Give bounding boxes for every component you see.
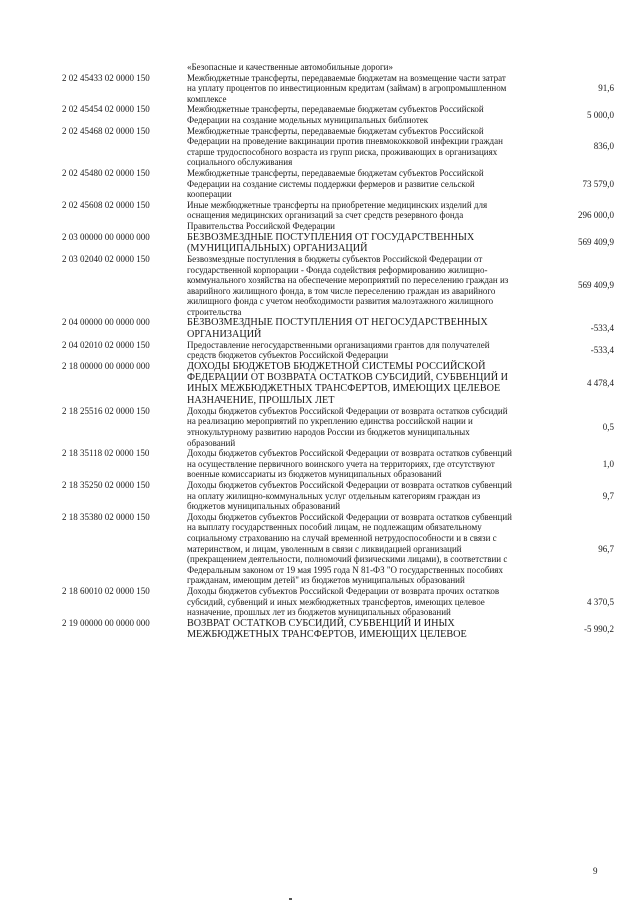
table-row	[62, 448, 614, 480]
row-amount: -533,4	[590, 345, 614, 356]
row-name: ВОЗВРАТ ОСТАТКОВ СУБСИДИЙ, СУБВЕНЦИЙ И ИНЫХ МЕЖБЮДЖЕТНЫХ ТРАНСФЕРТОВ, ИМЕЮЩИХ ЦЕЛЕВОЕ	[187, 617, 467, 640]
row-name: Доходы бюджетов субъектов Российской Федерации от возврата остатков субвенций на оплату жилищно-коммунальных услуг отдельным категориям граждан из бюджетов муниципальных образований	[187, 480, 512, 512]
row-name: Доходы бюджетов субъектов Российской Федерации от возврата остатков субсидий на реализацию мероприятий по укреплению единства российской нации и этнокультурному развитию народов России из бюджетов муниципальных образований	[187, 405, 508, 448]
row-name: Межбюджетные трансферты, передаваемые бюджетам субъектов Российской Федерации на создание системы поддержки фермеров и развитие сельской кооперации	[187, 167, 484, 200]
row-code: 2 19 00000 00 0000 000	[62, 617, 150, 628]
table-row	[62, 406, 614, 448]
row-name: Доходы бюджетов субъектов Российской Федерации от возврата остатков субвенций на выплату государственных пособий лицам, не подлежащим обязательному социальному страхованию на случай временной нетрудоспособности и в связи с материнством, и лицам, уволенным в связи с ликвидацией организаций (прекращением деятельности, полномочий физическими лицами), в соответствии с Федеральным законом от 19 мая 1995 года N 81-ФЗ "О государственных пособиях гражданам, имеющим детей" из бюджетов муниципальных образований	[187, 511, 512, 586]
row-code: 2 18 35380 02 0000 150	[62, 511, 150, 522]
scan-artifact	[289, 898, 292, 900]
row-amount: 4 370,5	[587, 596, 614, 607]
row-code: 2 02 45468 02 0000 150	[62, 125, 150, 136]
table-row	[62, 254, 614, 318]
row-amount: 96,7	[598, 543, 614, 554]
table-row	[62, 168, 614, 200]
row-code: 2 02 45454 02 0000 150	[62, 104, 150, 115]
row-name: Предоставление негосударственными организациями грантов для получателей средств бюджетов субъектов Российской Федерации	[187, 339, 490, 361]
table-row	[62, 340, 614, 361]
table-row	[62, 126, 614, 168]
revenue-table	[62, 62, 614, 640]
row-code: 2 02 45433 02 0000 150	[62, 72, 150, 83]
row-code	[62, 62, 187, 73]
table-row	[62, 480, 614, 512]
row-amount: 569 409,9	[578, 237, 614, 248]
row-code: 2 18 35250 02 0000 150	[62, 480, 150, 491]
table-row	[62, 512, 614, 586]
row-amount: 73 579,0	[582, 178, 614, 189]
table-row	[62, 317, 614, 339]
row-code: 2 03 00000 00 0000 000	[62, 231, 150, 242]
table-row	[62, 618, 614, 640]
row-name: ДОХОДЫ БЮДЖЕТОВ БЮДЖЕТНОЙ СИСТЕМЫ РОССИЙСКОЙ ФЕДЕРАЦИИ ОТ ВОЗВРАТА ОСТАТКОВ СУБСИДИЙ, СУБВЕНЦИЙ И ИНЫХ МЕЖБЮДЖЕТНЫХ ТРАНСФЕРТОВ, ИМЕЮЩИХ ЦЕЛЕВОЕ НАЗНАЧЕНИЕ, ПРОШЛЫХ ЛЕТ	[187, 361, 508, 406]
row-code: 2 04 02010 02 0000 150	[62, 339, 150, 350]
table-row	[62, 586, 614, 618]
table-row	[62, 200, 614, 232]
row-amount: -533,4	[590, 323, 614, 334]
row-name: Межбюджетные трансферты, передаваемые бюджетам субъектов Российской Федерации на проведение вакцинации против пневмококковой инфекции граждан старше трудоспособного возраста из групп риска, проживающих в организациях социального обслуживания	[187, 125, 503, 168]
row-amount: 836,0	[593, 141, 614, 152]
row-amount: 1,0	[602, 458, 614, 469]
row-amount: -5 990,2	[584, 623, 614, 634]
row-code: 2 04 00000 00 0000 000	[62, 317, 150, 328]
row-code: 2 18 35118 02 0000 150	[62, 448, 150, 459]
row-code: 2 18 00000 00 0000 000	[62, 361, 150, 372]
row-code: 2 18 60010 02 0000 150	[62, 585, 150, 596]
row-amount: 9,7	[602, 490, 614, 501]
row-name: Межбюджетные трансферты, передаваемые бюджетам на возмещение части затрат на уплату процентов по инвестиционным кредитам (займам) в агропромышленном комплексе	[187, 72, 507, 104]
row-amount: 0,5	[602, 421, 614, 432]
row-code: 2 02 45480 02 0000 150	[62, 167, 150, 178]
row-amount: 4 478,4	[587, 378, 614, 389]
row-amount: 5 000,0	[587, 109, 614, 120]
row-name: Иные межбюджетные трансферты на приобретение медицинских изделий для оснащения медицинских организаций за счет средств резервного фонда Правительства Российской Федерации	[187, 199, 488, 231]
row-amount: 296 000,0	[578, 210, 614, 221]
row-code: 2 03 02040 02 0000 150	[62, 253, 150, 264]
table-row	[62, 104, 614, 125]
row-code: 2 02 45608 02 0000 150	[62, 199, 150, 210]
row-code: 2 18 25516 02 0000 150	[62, 405, 150, 416]
page-number: 9	[593, 866, 598, 876]
table-row	[62, 232, 614, 254]
row-amount	[514, 62, 614, 73]
row-name: Доходы бюджетов субъектов Российской Федерации от возврата прочих остатков субсидий, субвенций и иных межбюджетных трансфертов, имеющих целевое назначение, прошлых лет из бюджетов муниципальных образований	[187, 585, 500, 618]
table-row	[62, 73, 614, 105]
row-name: БЕЗВОЗМЕЗДНЫЕ ПОСТУПЛЕНИЯ ОТ ГОСУДАРСТВЕННЫХ (МУНИЦИПАЛЬНЫХ) ОРГАНИЗАЦИЙ	[187, 231, 475, 254]
table-row	[62, 361, 614, 406]
row-name: Доходы бюджетов субъектов Российской Федерации от возврата остатков субвенций на осуществление первичного воинского учета на территориях, где отсутствуют военные комиссариаты из бюджетов муниципальных образований	[187, 448, 512, 480]
row-name: Безвозмездные поступления в бюджеты субъектов Российской Федерации от государственной корпорации - Фонда содействия реформированию жилищно-коммунального хозяйства на обеспечение мероприятий по переселению граждан из аварийного жилищного фонда, в том числе переселению граждан из аварийного жилищного фонда с учетом необходимости развития малоэтажного жилищного строительства	[187, 253, 509, 317]
row-name: Межбюджетные трансферты, передаваемые бюджетам субъектов Российской Федерации на создание модельных муниципальных библиотек	[187, 104, 484, 125]
row-amount: 569 409,9	[578, 280, 614, 291]
row-name: БЕЗВОЗМЕЗДНЫЕ ПОСТУПЛЕНИЯ ОТ НЕГОСУДАРСТВЕННЫХ ОРГАНИЗАЦИЙ	[187, 317, 488, 340]
row-amount: 91,6	[598, 83, 614, 94]
continuation-text: «Безопасные и качественные автомобильные дороги»	[187, 62, 393, 72]
continuation-row	[62, 62, 614, 73]
